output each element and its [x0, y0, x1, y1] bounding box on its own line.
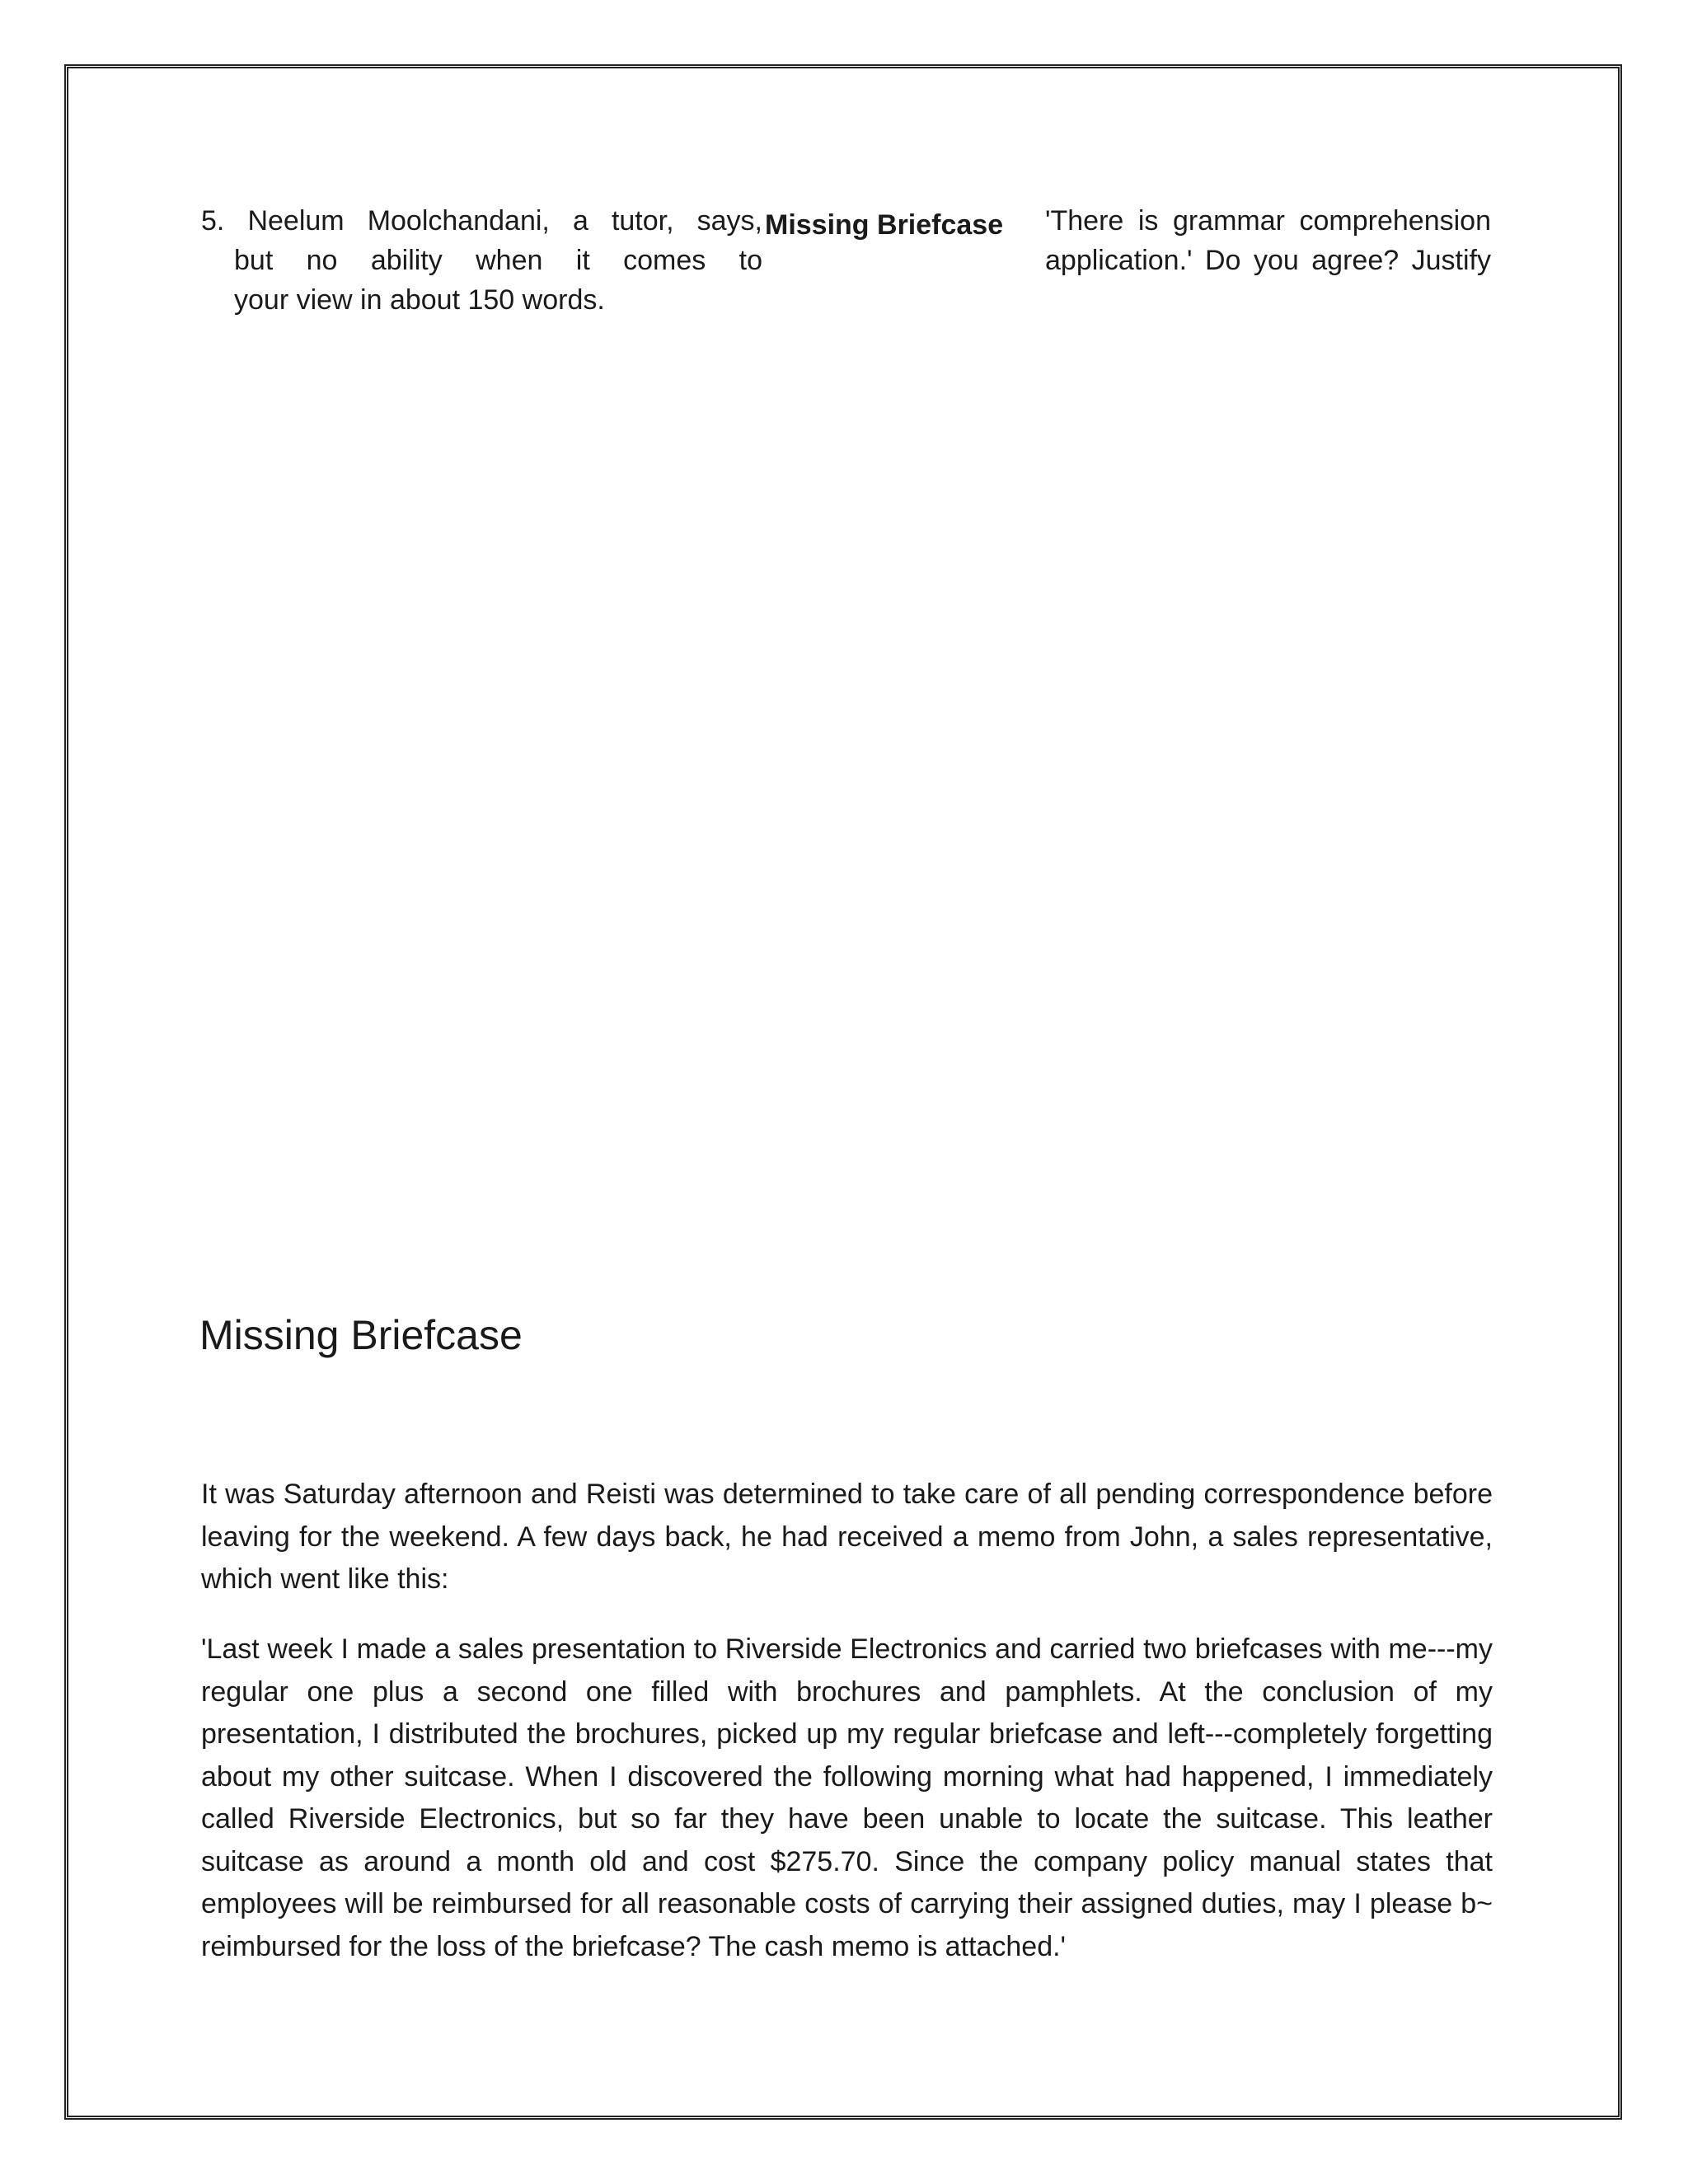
question-right-column: [1045, 201, 1491, 280]
story-paragraph-2: 'Last week I made a sales presentation to Riverside Electronics and carried two briefcases with me---my regular one plus a second one filled with brochures and pamphlets. At the conclusion of my presentation, I distributed the brochures, picked up my regular briefcase and left---completely forgetting about my other suitcase. When I discovered the following morning what had happened, I immediately called Riverside Electronics, but so far they have been unable to locate the suitcase. This leather suitcase as around a month old and cost $275.70. Since the company policy manual states that employees will be reimbursed for all reasonable costs of carrying their assigned duties, may I please b~ reimbursed for the loss of the briefcase? The cash memo is attached.': [201, 1633, 1493, 1962]
question-line-3: your view in about 150 words.: [234, 284, 605, 316]
question-left-column: [201, 201, 762, 280]
question-line-1-left: 5. Neelum Moolchandani, a tutor, says,: [201, 205, 762, 237]
question-line-2-left: but no ability when it comes to: [234, 245, 762, 276]
question-line-2-right: application.' Do you agree? Justify: [1045, 245, 1491, 276]
question-inline-title: Missing Briefcase: [765, 209, 1004, 241]
story-paragraph-1: It was Saturday afternoon and Reisti was determined to take care of all pending correspondence before leaving for the weekend. A few days back, he had received a memo from John, a sales representative, which went like this:: [201, 1479, 1493, 1595]
story-title: Missing Briefcase: [199, 1312, 523, 1358]
question-line-1-right: 'There is grammar comprehension: [1045, 205, 1491, 237]
